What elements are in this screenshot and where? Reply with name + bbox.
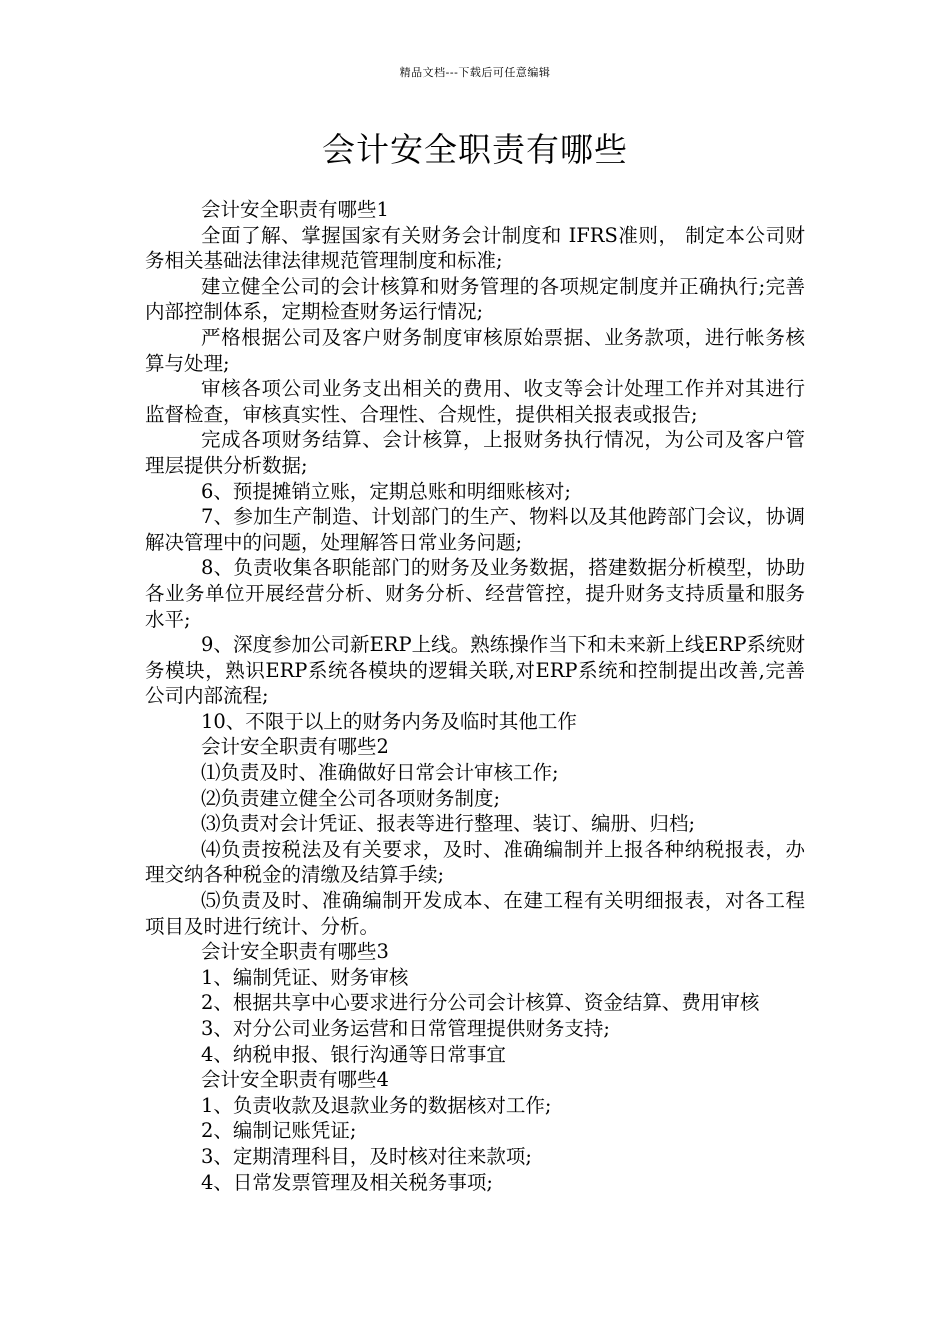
body-paragraph: 9、深度参加公司新ERP上线。熟练操作当下和未来新上线ERP系统财务模块，熟识ERP系统各模块的逻辑关联,对ERP系统和控制提出改善,完善公司内部流程;	[145, 633, 805, 708]
body-paragraph: 8、负责收集各职能部门的财务及业务数据，搭建数据分析模型，协助各业务单位开展经营分析、财务分析、经营管控，提升财务支持质量和服务水平;	[145, 556, 805, 631]
body-paragraph: 6、预提摊销立账，定期总账和明细账核对;	[201, 479, 571, 503]
body-paragraph: ⑸负责及时、准确编制开发成本、在建工程有关明细报表，对各工程项目及时进行统计、分析。	[145, 889, 805, 938]
body-paragraph: 2、编制记账凭证;	[201, 1119, 357, 1143]
body-paragraph: 1、负责收款及退款业务的数据核对工作;	[201, 1093, 552, 1117]
section-heading-2: 会计安全职责有哪些2	[201, 735, 389, 759]
body-paragraph: 严格根据公司及客户财务制度审核原始票据、业务款项，进行帐务核算与处理;	[145, 325, 805, 375]
document-title: 会计安全职责有哪些	[322, 130, 628, 169]
body-paragraph: 4、纳税申报、银行沟通等日常事宜	[201, 1042, 506, 1066]
section-heading-1: 会计安全职责有哪些1	[201, 198, 389, 221]
body-paragraph: ⑵负责建立健全公司各项财务制度;	[201, 786, 501, 810]
body-paragraph: 7、参加生产制造、计划部门的生产、物料以及其他跨部门会议，协调解决管理中的问题，处理解答日常业务问题;	[145, 505, 805, 554]
document-body	[145, 197, 805, 1195]
body-paragraph: 审核各项公司业务支出相关的费用、收支等会计处理工作并对其进行监督检查，审核真实性、合理性、合规性，提供相关报表或报告;	[145, 377, 805, 426]
section-heading-4: 会计安全职责有哪些4	[201, 1068, 389, 1092]
body-paragraph: 4、日常发票管理及相关税务事项;	[201, 1170, 493, 1194]
body-paragraph: 10、不限于以上的财务内务及临时其他工作	[201, 709, 577, 733]
body-paragraph: 1、编制凭证、财务审核	[201, 965, 409, 989]
section-heading-3: 会计安全职责有哪些3	[201, 940, 389, 964]
body-paragraph: 3、对分公司业务运营和日常管理提供财务支持;	[201, 1017, 610, 1040]
body-paragraph: 2、根据共享中心要求进行分公司会计核算、资金结算、费用审核	[201, 991, 760, 1015]
body-paragraph: ⑶负责对会计凭证、报表等进行整理、装订、编册、归档;	[201, 812, 696, 836]
body-paragraph: ⑷负责按税法及有关要求，及时、准确编制并上报各种纳税报表，办理交纳各种税金的清缴及结算手续;	[145, 837, 805, 887]
body-paragraph: 完成各项财务结算、会计核算，上报财务执行情况，为公司及客户管理层提供分析数据;	[145, 428, 805, 477]
header-note: 精品文档---下载后可任意编辑	[399, 66, 551, 79]
body-paragraph: 建立健全公司的会计核算和财务管理的各项规定制度并正确执行;完善内部控制体系，定期检查财务运行情况;	[145, 274, 805, 324]
body-paragraph: 3、定期清理科目，及时核对往来款项;	[201, 1144, 532, 1168]
body-paragraph: 全面了解、掌握国家有关财务会计制度和 IFRS准则， 制定本公司财务相关基础法律法律规范管理制度和标准;	[145, 223, 805, 273]
body-paragraph: ⑴负责及时、准确做好日常会计审核工作;	[201, 761, 559, 785]
